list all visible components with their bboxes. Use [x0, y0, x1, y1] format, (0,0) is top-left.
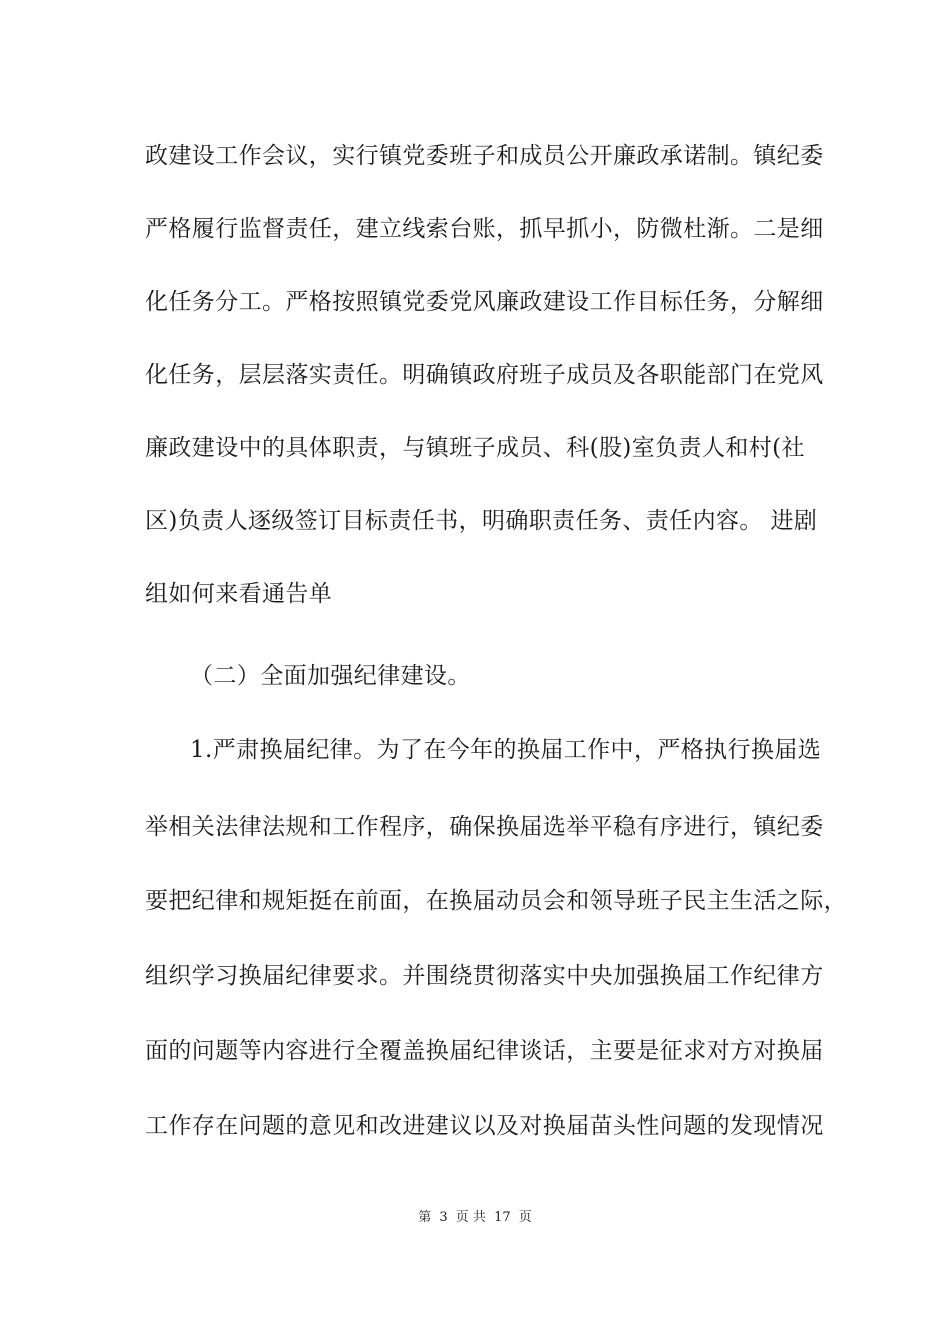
- body-line-11: 组织学习换届纪律要求。并围绕贯彻落实中央加强换届工作纪律方: [145, 963, 824, 989]
- body-line-5: 廉政建设中的具体职责，与镇班子成员、科(股)室负责人和村(社: [145, 435, 805, 461]
- footer-prefix: 第: [418, 1210, 432, 1225]
- body-line-3: 化任务分工。严格按照镇党委党风廉政建设工作目标任务，分解细: [145, 289, 824, 315]
- body-line-4: 化任务，层层落实责任。明确镇政府班子成员及各职能部门在党风: [145, 362, 824, 388]
- body-line-10: 要把纪律和规矩挺在前面，在换届动员会和领导班子民主生活之际，: [145, 888, 847, 914]
- body-line-12: 面的问题等内容进行全覆盖换届纪律谈话，主要是征求对方对换届: [145, 1038, 824, 1064]
- page-footer: [0, 1206, 950, 1225]
- body-line-8: 1.严肃换届纪律。为了在今年的换届工作中，严格执行换届选: [190, 737, 822, 763]
- body-line-2: 严格履行监督责任，建立线索台账，抓早抓小，防微杜渐。二是细: [145, 216, 824, 242]
- body-line-1: 政建设工作会议，实行镇党委班子和成员公开廉政承诺制。镇纪委: [145, 143, 824, 169]
- body-line-6: 区)负责人逐级签订目标责任书，明确职责任务、责任内容。 进剧: [145, 508, 818, 534]
- footer-suffix: 页: [518, 1210, 532, 1225]
- section-heading: （二）全面加强纪律建设。: [190, 663, 471, 689]
- body-line-7: 组如何来看通告单: [145, 581, 333, 607]
- footer-mid: 页 共: [455, 1210, 486, 1225]
- body-line-9: 举相关法律法规和工作程序，确保换届选举平稳有序进行，镇纪委: [145, 814, 824, 840]
- footer-current-page: 3: [439, 1210, 448, 1225]
- footer-total-pages: 17: [494, 1210, 511, 1225]
- body-line-13: 工作存在问题的意见和改进建议以及对换届苗头性问题的发现情况: [145, 1113, 824, 1139]
